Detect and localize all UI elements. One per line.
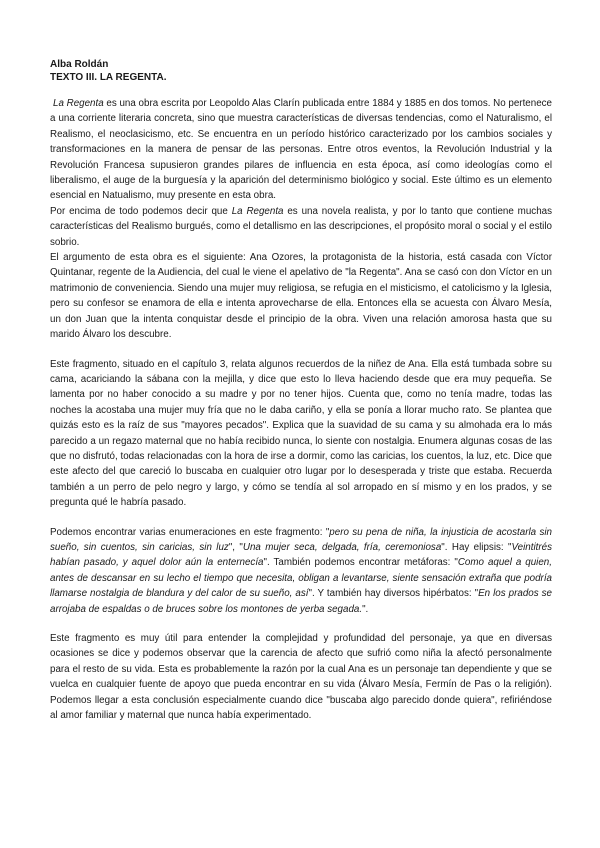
document-body (50, 58, 552, 723)
work-title: La Regenta (231, 205, 284, 217)
paragraph-fragment: Este fragmento, situado en el capítulo 3, relata algunos recuerdos de la niñez de Ana. Ella está tumbada sobre su cama, acariciando la sábana con la mejilla, y dice que esto lo lleva haciendo desde que era muy pequeña. Se lamenta por no haber conocido a su madre y por no tener hijos. Cuenta que, como no tenía madre, todas las noches la acostaba una mujer muy fría que no le daba cariño, y ella se ponía a llorar mucho rato. Se plantea que quizás esto es la raíz de sus "mayores pecados". Explica que la suavidad de su cama y su almohada era lo más parecido a un regazo maternal que no había recibido nunca, lo siente con nostalgia. Enumera algunas cosas de las que no disfrutó, todas relacionadas con la hora de irse a dormir, como las caricias, los cuentos, la luz, etc. Dice que este afecto del que careció lo buscaba en cualquier otro lugar por lo desesperada y triste que estaba. Recuerda también a un perro de pelo negro y largo, y cómo se tendía al sol arropado en sí mismo y en los prados, y se pregunta qué le habría pasado. (50, 358, 552, 509)
quote-ellipsis: Veintitrés habían pasado, y aquel dolor aún la enternecía (50, 541, 552, 569)
author-name: Alba Roldán (50, 59, 109, 70)
quote-metaphor: Como aquel a quien, antes de descansar en su lecho el tiempo que necesita, obligan a levantarse, siente sensación extraña que podría llamarse nostalgia de blandura y del calor de su sueño, así (50, 557, 552, 600)
figures-text: ". También podemos encontrar metáforas: " (263, 557, 458, 569)
paragraph-figures (50, 525, 552, 617)
quote-enumeration-1: pero su pena de niña, la injusticia de acostarla sin sueño, sin cuentos, sin caricias, sin luz (50, 526, 552, 553)
quote-hyperbaton: En los prados se arrojaba de espaldas o de bruces sobre los montones de yerba segada. (50, 588, 552, 615)
work-title: La Regenta (53, 98, 104, 109)
figures-text: ". Hay elipsis: " (441, 541, 512, 553)
paragraph-intro-text: es una obra escrita por Leopoldo Alas Clarín publicada entre 1884 y 1885 en dos tomos. No pertenece a una corriente literaria concreta, sino que muestra características de diversas tendencias, como el Naturalismo, el Realismo, el neoclasicismo, etc. Se encuentra en un período histórico caracterizado por los cambios sociales y transformaciones en la manera de pensar de las personas. Entre otros eventos, la Revolución Industrial y la Revolución Francesa supusieron grandes pilares de influencia en esta época, así como ideologías como el liberalismo, el auge de la burguesía y la aparición del determinismo biológico y social. Este último es un elemento esencial en Natualismo, muy presente en esta obra. (50, 98, 552, 202)
document-title: TEXTO III. LA REGENTA. (50, 72, 167, 83)
paragraph-intro (50, 96, 552, 204)
paragraph-realism-lead: Por encima de todo podemos decir que (50, 205, 232, 217)
figures-text: ", " (228, 541, 243, 553)
quote-enumeration-2: Una mujer seca, delgada, fría, ceremoniosa (242, 541, 442, 553)
paragraph-realism-text: es una novela realista, y por lo tanto que contiene muchas características del Realismo burgués, como el detallismo en las descripciones, el propósito moral o social y el estilo sobrio. (50, 205, 552, 248)
paragraph-conclusion: Este fragmento es muy útil para entender la complejidad y profundidad del personaje, ya que en diversas ocasiones se dice y podemos observar que la carencia de afecto que sufrió como niña la afectó personalmente para el resto de su vida. Esta es probablemente la razón por la cual Ana es un personaje tan dependiente y que se vuelca en cualquier fuente de apoyo que pueda encontrar en su vida (Álvaro Mesía, Fermín de Pas o la religión). Podemos llegar a esta conclusión especialmente cuando dice "buscaba algo parecido donde quiera", refiriéndose al amor familiar y maternal que nunca había experimentado. (50, 633, 552, 722)
paragraph-plot: El argumento de esta obra es el siguiente: Ana Ozores, la protagonista de la historia, está casada con Víctor Quintanar, regente de la Audiencia, del cual le viene el apelativo de "la Regenta". Ana se casó con don Víctor en un matrimonio de conveniencia. Siendo una mujer muy religiosa, se refugia en el misticismo, el catolicismo y la Iglesia, pero su confesor se enamora de ella e intenta aprovecharse de ella. Entonces ella se acuesta con Álvaro Mesía, un don Juan que la intenta conquistar desde el principio de la obra. Viven una relación amorosa hasta que su marido Álvaro los descubre. (50, 252, 552, 341)
paragraph-realism (50, 204, 552, 250)
figures-text: Podemos encontrar varias enumeraciones en este fragmento: " (50, 526, 330, 538)
figures-text: ". Y también hay diversos hipérbatos: " (308, 588, 479, 600)
figures-text: ". (362, 603, 369, 615)
